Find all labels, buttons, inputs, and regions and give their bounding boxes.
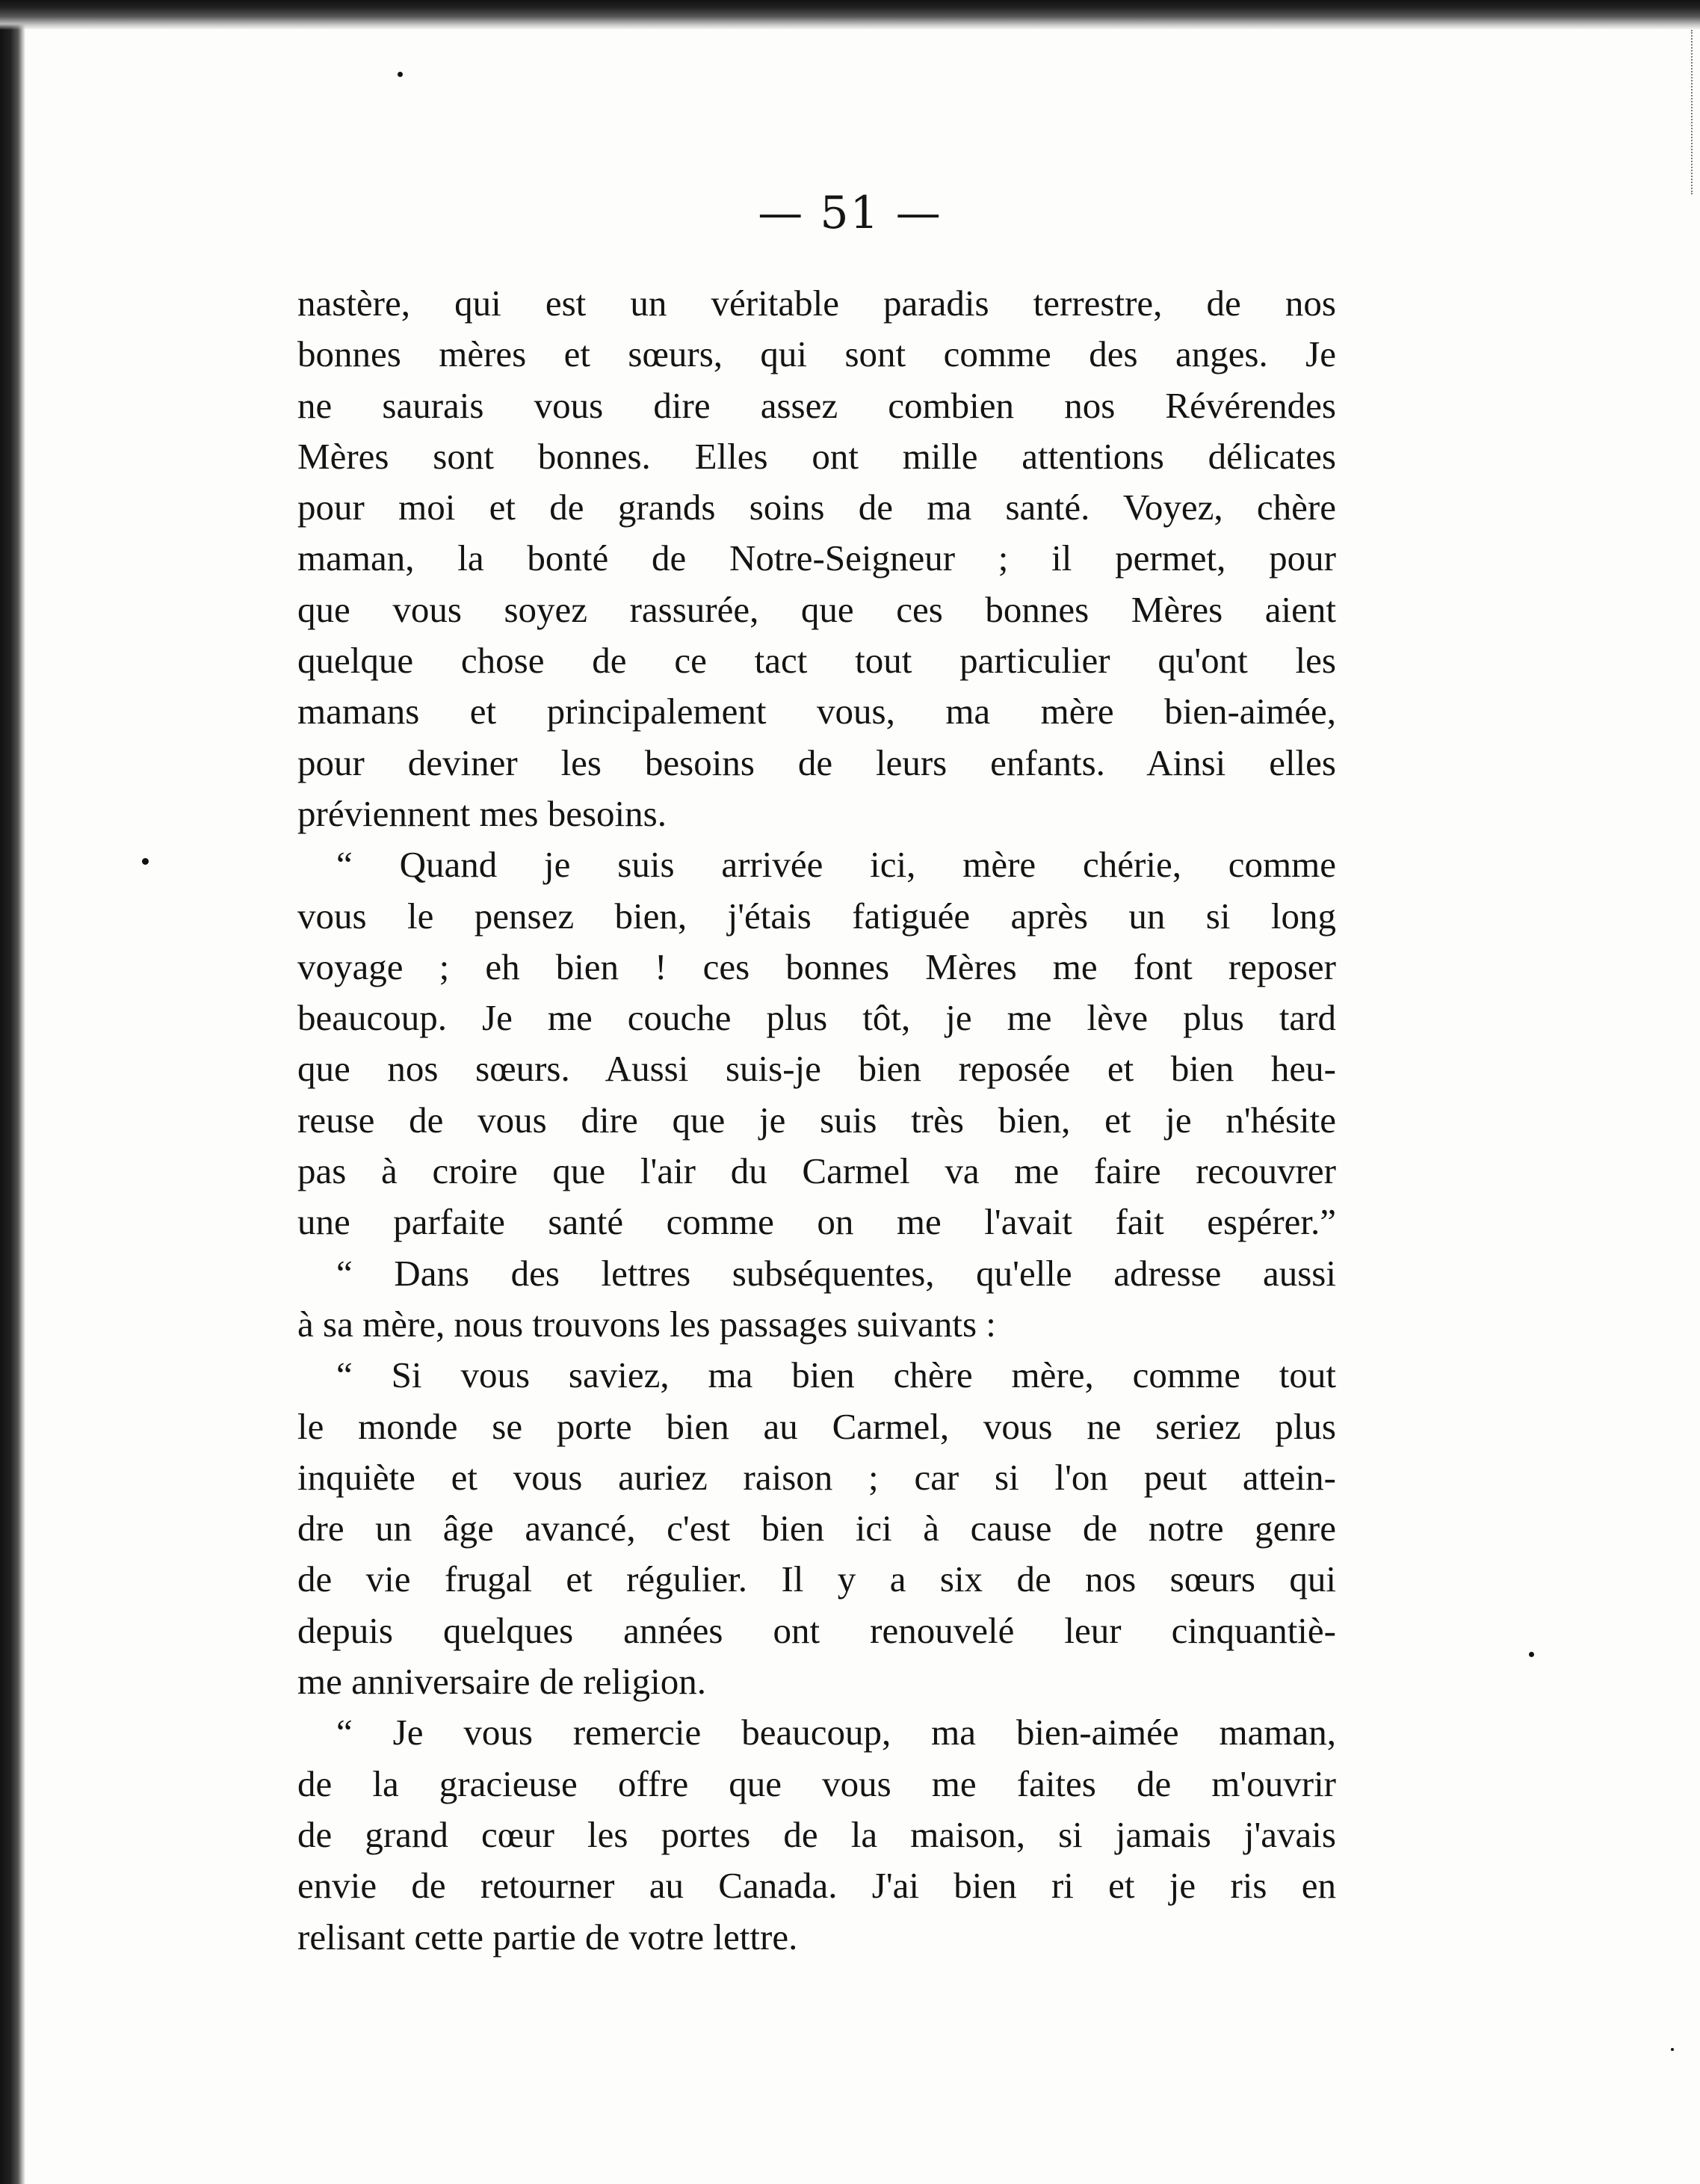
scan-border-left [0, 0, 25, 2184]
text-line: de vie frugal et régulier. Il y a six de nos sœurs qui [297, 1558, 1336, 1600]
text-line: inquiète et vous auriez raison ; car si l'on peut attein- [297, 1456, 1336, 1498]
text-line: le monde se porte bien au Carmel, vous ne seriez plus [297, 1405, 1336, 1447]
text-line: “ Quand je suis arrivée ici, mère chérie, comme [336, 844, 1336, 886]
text-line: préviennent mes besoins. [297, 792, 667, 834]
text-line: de grand cœur les portes de la maison, si jamais j'avais [297, 1813, 1336, 1855]
text-line: vous le pensez bien, j'étais fatiguée après un si long [297, 895, 1336, 937]
text-line: depuis quelques années ont renouvelé leur cinquantiè- [297, 1609, 1336, 1651]
text-line: de la gracieuse offre que vous me faites de m'ouvrir [297, 1762, 1336, 1804]
text-line: quelque chose de ce tact tout particulier qu'ont les [297, 640, 1336, 682]
text-line: pour moi et de grands soins de ma santé. Voyez, chère [297, 487, 1336, 528]
text-line: “ Si vous saviez, ma bien chère mère, comme tout [336, 1354, 1336, 1396]
scan-border-top [0, 0, 1700, 30]
page-number: — 51 — [758, 187, 942, 239]
body-text [297, 278, 1336, 1963]
scan-speck [142, 858, 149, 865]
scan-speck [1529, 1652, 1534, 1657]
text-line: bonnes mères et sœurs, qui sont comme des anges. Je [297, 333, 1336, 375]
text-line: beaucoup. Je me couche plus tôt, je me lève plus tard [297, 997, 1336, 1039]
scan-border-right [1691, 30, 1700, 194]
scan-speck [398, 72, 403, 77]
text-line: à sa mère, nous trouvons les passages suivants : [297, 1303, 996, 1345]
text-line: ne saurais vous dire assez combien nos Révérendes [297, 384, 1336, 426]
text-line: nastère, qui est un véritable paradis terrestre, de nos [297, 283, 1336, 324]
text-line: “ Je vous remercie beaucoup, ma bien-aimée maman, [336, 1712, 1336, 1753]
text-line: “ Dans des lettres subséquentes, qu'elle adresse aussi [336, 1252, 1336, 1294]
text-line: dre un âge avancé, c'est bien ici à cause de notre genre [297, 1508, 1336, 1549]
text-line: me anniversaire de religion. [297, 1661, 706, 1703]
text-line: envie de retourner au Canada. J'ai bien ri et je ris en [297, 1865, 1336, 1907]
text-line: que nos sœurs. Aussi suis-je bien reposée et bien heu- [297, 1048, 1336, 1090]
text-line: voyage ; eh bien ! ces bonnes Mères me font reposer [297, 946, 1336, 987]
scan-speck [1671, 2048, 1674, 2051]
text-line: Mères sont bonnes. Elles ont mille attentions délicates [297, 435, 1336, 477]
text-line: reuse de vous dire que je suis très bien, et je n'hésite [297, 1099, 1336, 1141]
text-line: pour deviner les besoins de leurs enfants. Ainsi elles [297, 741, 1336, 783]
text-line: mamans et principalement vous, ma mère bien-aimée, [297, 691, 1336, 732]
text-line: que vous soyez rassurée, que ces bonnes Mères aient [297, 588, 1336, 630]
text-line: relisant cette partie de votre lettre. [297, 1916, 798, 1958]
text-line: maman, la bonté de Notre-Seigneur ; il permet, pour [297, 537, 1336, 579]
text-line: pas à croire que l'air du Carmel va me faire recouvrer [297, 1150, 1336, 1192]
text-line: une parfaite santé comme on me l'avait fait espérer.” [297, 1201, 1336, 1243]
